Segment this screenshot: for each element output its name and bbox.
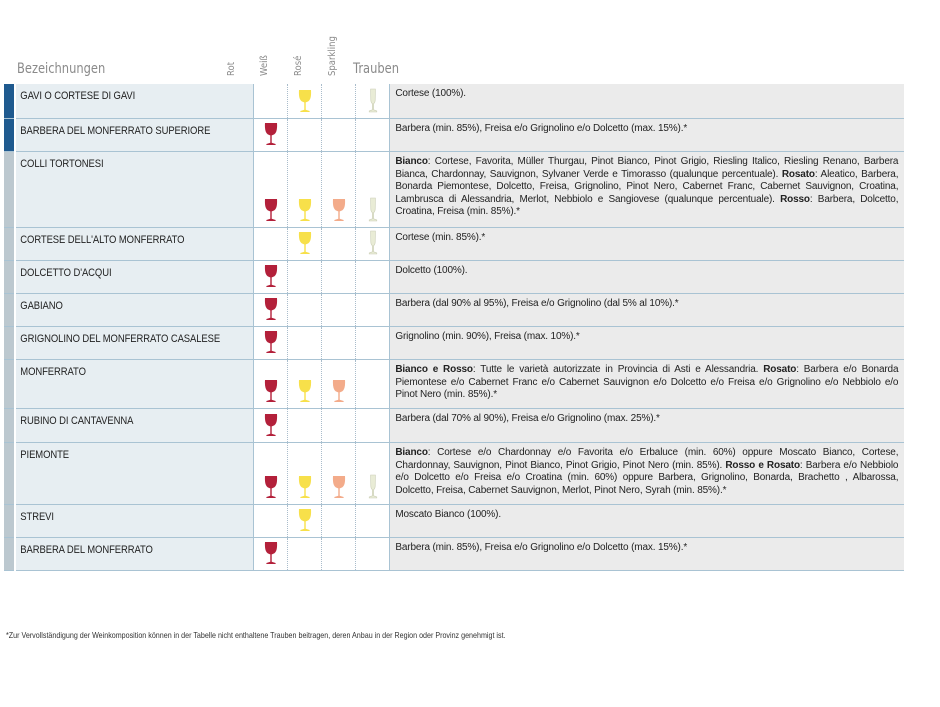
white-cell xyxy=(288,261,322,294)
grape-varieties: : Barbera e/o Bonarda Piemontese e/o Cabernet Franc e/o Cabernet Sauvignon e/o Dolcetto e/o Freisa e/o Grignolino e/o Nebbiolo e/o Pinot Nero (min. 85%).* xyxy=(395,364,899,401)
red-wine-glass-icon xyxy=(263,412,279,438)
grape-varieties: : Aleatico, Barbera, Bonarda Piemontese, Dolcetto, Freisa, Grignolino, Pinot Nero, Cabernet Franc, Cabernet Sauvignon, Croatina, Lambrusca di Alessandria, Merlot, Nebbiolo e Sangiovese (qualunque percentuale). xyxy=(395,168,899,205)
grapes-cell xyxy=(390,84,905,119)
white-cell xyxy=(288,360,322,409)
sparkling-cell xyxy=(356,360,390,409)
header-names: Bezeichnungen xyxy=(17,61,106,77)
header-white: Weiß xyxy=(259,55,270,76)
grapes-cell xyxy=(390,152,905,228)
designation-cell xyxy=(15,152,254,228)
red-cell xyxy=(254,409,288,443)
header-rose: Rosé xyxy=(293,55,304,76)
red-cell xyxy=(254,360,288,409)
red-cell xyxy=(254,327,288,360)
white-cell xyxy=(288,152,322,228)
row-marker-bar xyxy=(4,538,15,571)
grapes-cell xyxy=(390,538,905,571)
sparkling-cell xyxy=(356,294,390,327)
designation-label: CORTESE DELL'ALTO MONFERRATO xyxy=(20,234,185,246)
rose-cell xyxy=(322,409,356,443)
sparkling-wine-flute-icon xyxy=(365,88,381,114)
sparkling-cell xyxy=(356,152,390,228)
red-cell xyxy=(254,261,288,294)
grape-varieties: : Cortese e/o Chardonnay e/o Favorita e/o Erbaluce (min. 60%) oppure Moscato Bianco, Cortese, Chardonnay, Sauvignon, Pinot Bianco, Pinot Grigio, Pinot Nero (min. 85%). xyxy=(395,447,899,471)
rose-cell xyxy=(322,84,356,119)
grape-varieties: Barbera (dal 90% al 95%), Freisa e/o Grignolino (dal 5% al 10%).* xyxy=(395,298,679,309)
white-cell xyxy=(288,327,322,360)
grapes-cell xyxy=(390,228,905,261)
sparkling-cell xyxy=(356,409,390,443)
grape-varieties: Dolcetto (100%). xyxy=(395,265,468,276)
designation-label: DOLCETTO D'ACQUI xyxy=(20,267,112,279)
red-wine-glass-icon xyxy=(263,474,279,500)
sparkling-cell xyxy=(356,327,390,360)
designation-cell xyxy=(15,409,254,443)
designation-cell xyxy=(15,443,254,505)
grapes-text xyxy=(390,152,904,223)
grape-varieties: Cortese (min. 85%).* xyxy=(395,232,486,243)
red-cell xyxy=(254,505,288,538)
table-row xyxy=(4,294,904,327)
grapes-text xyxy=(390,538,904,559)
grapes-text xyxy=(390,327,904,348)
wine-type-label: Rosato xyxy=(781,168,815,180)
white-cell xyxy=(288,228,322,261)
grapes-cell xyxy=(390,261,905,294)
sparkling-wine-flute-icon xyxy=(365,230,381,256)
designation-cell xyxy=(15,505,254,538)
white-cell xyxy=(288,538,322,571)
rose-cell xyxy=(322,119,356,152)
designation-cell xyxy=(15,228,254,261)
white-wine-glass-icon xyxy=(297,507,313,533)
table-row xyxy=(4,538,904,571)
red-wine-glass-icon xyxy=(263,540,279,566)
red-wine-glass-icon xyxy=(263,121,279,147)
grapes-text xyxy=(390,84,904,105)
row-marker-bar xyxy=(4,505,15,538)
rose-cell xyxy=(322,261,356,294)
grape-varieties: : Barbera, Dolcetto, Croatina, Freisa (min. 85%).* xyxy=(395,193,899,218)
grapes-text xyxy=(390,360,904,406)
rose-wine-glass-icon xyxy=(331,378,347,404)
row-marker-bar xyxy=(4,360,15,409)
sparkling-cell xyxy=(356,261,390,294)
rose-cell xyxy=(322,327,356,360)
white-cell xyxy=(288,443,322,505)
grapes-text xyxy=(390,505,904,526)
red-wine-glass-icon xyxy=(263,329,279,355)
red-cell xyxy=(254,119,288,152)
row-marker-bar xyxy=(4,84,15,119)
designation-label: GABIANO xyxy=(20,300,63,312)
white-wine-glass-icon xyxy=(297,230,313,256)
red-wine-glass-icon xyxy=(263,197,279,223)
white-wine-glass-icon xyxy=(297,474,313,500)
white-cell xyxy=(288,84,322,119)
grapes-cell xyxy=(390,505,905,538)
rose-cell xyxy=(322,538,356,571)
rose-cell xyxy=(322,228,356,261)
white-cell xyxy=(288,409,322,443)
red-cell xyxy=(254,538,288,571)
wine-type-label: Bianco e Rosso xyxy=(395,364,473,375)
sparkling-wine-flute-icon xyxy=(365,474,381,500)
red-wine-glass-icon xyxy=(263,296,279,322)
grapes-text xyxy=(390,443,904,501)
row-marker-bar xyxy=(4,152,15,228)
header-grapes: Trauben xyxy=(353,61,399,77)
rose-cell xyxy=(322,152,356,228)
wine-table-body xyxy=(4,84,904,571)
grapes-cell xyxy=(390,409,905,443)
sparkling-cell xyxy=(356,228,390,261)
designation-label: MONFERRATO xyxy=(20,366,86,378)
grape-varieties: : Cortese, Favorita, Müller Thurgau, Pinot Bianco, Pinot Grigio, Riesling Italico, Riesling Renano, Barbera Bianca, Chardonnay, Sauvignon, Sylvaner Verde e Timorasso (qualunque percentuale). xyxy=(395,156,899,180)
designation-label: GRIGNOLINO DEL MONFERRATO CASALESE xyxy=(20,333,221,345)
table-row xyxy=(4,84,904,119)
white-cell xyxy=(288,119,322,152)
row-marker-bar xyxy=(4,228,15,261)
row-marker-bar xyxy=(4,327,15,360)
row-marker-bar xyxy=(4,409,15,443)
header-red: Rot xyxy=(226,61,237,76)
rose-cell xyxy=(322,360,356,409)
designation-cell xyxy=(15,294,254,327)
wine-table xyxy=(4,84,904,571)
table-row xyxy=(4,152,904,228)
white-wine-glass-icon xyxy=(297,378,313,404)
sparkling-cell xyxy=(356,119,390,152)
row-marker-bar xyxy=(4,294,15,327)
wine-type-label: Rosso e Rosato xyxy=(725,459,800,471)
grape-varieties: Grignolino (min. 90%), Freisa (max. 10%).* xyxy=(395,331,580,342)
red-cell xyxy=(254,443,288,505)
grape-varieties: Cortese (100%). xyxy=(395,88,466,99)
table-row xyxy=(4,409,904,443)
designation-label: BARBERA DEL MONFERRATO SUPERIORE xyxy=(20,125,211,137)
designation-cell xyxy=(15,538,254,571)
grapes-cell xyxy=(390,443,905,505)
row-marker-bar xyxy=(4,261,15,294)
sparkling-cell xyxy=(356,538,390,571)
sparkling-cell xyxy=(356,443,390,505)
table-row xyxy=(4,119,904,152)
table-row xyxy=(4,505,904,538)
rose-cell xyxy=(322,443,356,505)
grapes-text xyxy=(390,228,904,249)
wine-type-label: Rosso xyxy=(780,193,810,205)
red-cell xyxy=(254,84,288,119)
row-marker-bar xyxy=(4,443,15,505)
rose-cell xyxy=(322,505,356,538)
sparkling-cell xyxy=(356,505,390,538)
table-row xyxy=(4,443,904,505)
white-wine-glass-icon xyxy=(297,88,313,114)
grape-varieties: Barbera (min. 85%), Freisa e/o Grignolino e/o Dolcetto (max. 15%).* xyxy=(395,123,688,134)
grapes-text xyxy=(390,261,904,282)
red-cell xyxy=(254,228,288,261)
grapes-text xyxy=(390,294,904,315)
sparkling-cell xyxy=(356,84,390,119)
designation-label: STREVI xyxy=(20,511,54,523)
grape-varieties: Barbera (dal 70% al 90%), Freisa e/o Grignolino (max. 25%).* xyxy=(395,413,660,424)
white-cell xyxy=(288,505,322,538)
table-row xyxy=(4,327,904,360)
designation-cell xyxy=(15,119,254,152)
grapes-text xyxy=(390,119,904,140)
designation-label: GAVI O CORTESE DI GAVI xyxy=(20,90,136,102)
wine-type-label: Rosato xyxy=(763,364,797,375)
grapes-cell xyxy=(390,294,905,327)
designation-cell xyxy=(15,84,254,119)
rose-wine-glass-icon xyxy=(331,474,347,500)
designation-label: RUBINO DI CANTAVENNA xyxy=(20,415,134,427)
white-wine-glass-icon xyxy=(297,197,313,223)
red-cell xyxy=(254,294,288,327)
grape-varieties: Moscato Bianco (100%). xyxy=(395,509,501,520)
grape-varieties: : Barbera e/o Nebbiolo e/o Dolcetto e/o Freisa e/o Croatina (min. 60%) oppure Barbera, Grignolino, Bonarda, Brachetto , Albarossa, Dolcetto, Freisa, Cabernet Sauvignon, Merlot, Pinot Nero, Syrah (min. 85%).* xyxy=(395,459,899,496)
designation-label: BARBERA DEL MONFERRATO xyxy=(20,544,153,556)
designation-label: COLLI TORTONESI xyxy=(20,158,104,170)
row-marker-bar xyxy=(4,119,15,152)
rose-wine-glass-icon xyxy=(331,197,347,223)
red-cell xyxy=(254,152,288,228)
wine-type-label: Bianco xyxy=(395,156,428,167)
designation-cell xyxy=(15,327,254,360)
designation-cell xyxy=(15,360,254,409)
rose-cell xyxy=(322,294,356,327)
grapes-cell xyxy=(390,327,905,360)
grapes-cell xyxy=(390,119,905,152)
table-row xyxy=(4,360,904,409)
designation-label: PIEMONTE xyxy=(20,449,70,461)
red-wine-glass-icon xyxy=(263,378,279,404)
sparkling-wine-flute-icon xyxy=(365,197,381,223)
table-row xyxy=(4,228,904,261)
red-wine-glass-icon xyxy=(263,263,279,289)
designation-cell xyxy=(15,261,254,294)
grapes-text xyxy=(390,409,904,430)
wine-type-label: Bianco xyxy=(395,447,428,458)
grapes-cell xyxy=(390,360,905,409)
table-row xyxy=(4,261,904,294)
grape-varieties: Barbera (min. 85%), Freisa e/o Grignolino e/o Dolcetto (max. 15%).* xyxy=(395,542,688,553)
grape-varieties: : Tutte le varietà autorizzate in Provincia di Asti e Alessandria. xyxy=(472,364,764,375)
white-cell xyxy=(288,294,322,327)
header-sparkling: Sparkling xyxy=(327,36,338,76)
footnote: *Zur Vervollständigung der Weinkomposition können in der Tabelle nicht enthaltene Trauben beitragen, deren Anbau in der Region oder Provinz genehmigt ist. xyxy=(6,630,506,640)
